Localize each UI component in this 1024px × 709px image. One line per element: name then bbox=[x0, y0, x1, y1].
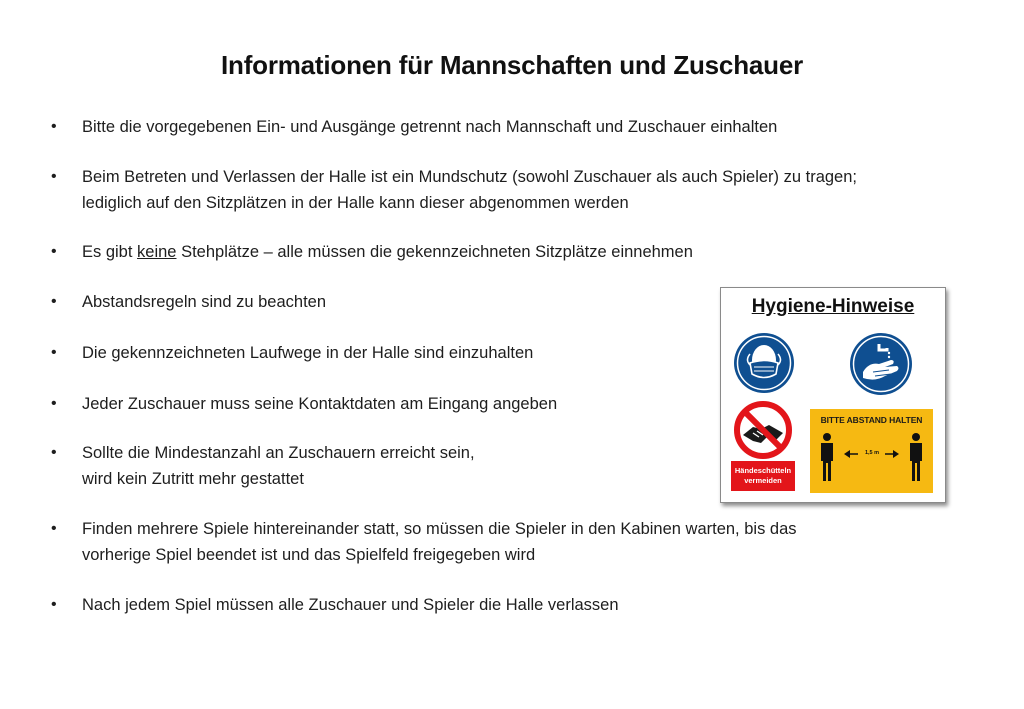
page-title: Informationen für Mannschaften und Zuschauer bbox=[220, 50, 803, 80]
bullet-item bbox=[82, 592, 619, 618]
bullet-text-part: Es gibt bbox=[82, 243, 138, 261]
keep-distance-sign bbox=[810, 409, 933, 493]
bullet-text: • Die gekennzeichneten Laufwege in der Halle sind einzuhalten bbox=[82, 344, 534, 362]
bullet-text: lediglich auf den Sitzplätzen in der Halle kann dieser abgenommen werden bbox=[82, 194, 629, 212]
bullet-text: • Jeder Zuschauer muss seine Kontaktdaten am Eingang angeben bbox=[82, 395, 558, 413]
bullet-item bbox=[82, 440, 475, 492]
bullet-text: • Finden mehrere Spiele hintereinander statt, so müssen die Spieler in den Kabinen warten, bis das bbox=[82, 520, 797, 538]
bullet-text: • Beim Betreten und Verlassen der Halle ist ein Mundschutz (sowohl Zuschauer als auch Spieler) zu tragen; bbox=[82, 168, 857, 186]
bullet-text: • Sollte die Mindestanzahl an Zuschauern erreicht sein, bbox=[82, 444, 475, 462]
bullet-item bbox=[82, 340, 533, 366]
bullet-item bbox=[82, 239, 693, 265]
bullet-text: • Abstandsregeln sind zu beachten bbox=[82, 293, 327, 311]
bullet-item bbox=[82, 114, 777, 140]
bullet-text bbox=[82, 239, 693, 265]
no-handshake-label-line: Händeschütteln bbox=[734, 466, 792, 475]
no-handshake-sign bbox=[731, 401, 795, 493]
bullet-item bbox=[82, 289, 326, 315]
distance-label: 1,5 m bbox=[864, 450, 880, 456]
underlined-word: keine bbox=[137, 243, 177, 261]
bullet-text: wird kein Zutritt mehr gestattet bbox=[82, 470, 304, 488]
bullet-item bbox=[82, 391, 557, 417]
no-handshake-label bbox=[731, 461, 795, 491]
hygiene-poster bbox=[720, 287, 946, 503]
bullet-text: • Bitte die vorgegebenen Ein- und Ausgänge getrennt nach Mannschaft und Zuschauer einhalten bbox=[82, 118, 778, 136]
no-handshake-label-line: vermeiden bbox=[744, 476, 782, 485]
keep-distance-text: BITTE ABSTAND HALTEN bbox=[820, 415, 923, 425]
mask-icon bbox=[733, 332, 795, 394]
bullet-text: • Nach jedem Spiel müssen alle Zuschauer und Spieler die Halle verlassen bbox=[82, 596, 619, 614]
hygiene-title: Hygiene-Hinweise bbox=[751, 296, 915, 317]
handwash-icon bbox=[849, 332, 913, 396]
bullet-text-part: Stehplätze – alle müssen die gekennzeichneten Sitzplätze einnehmen bbox=[176, 243, 693, 261]
bullet-item bbox=[82, 164, 857, 216]
bullet-item bbox=[82, 516, 797, 568]
no-handshake-icon bbox=[731, 401, 795, 459]
bullet-text: vorherige Spiel beendet ist und das Spielfeld freigegeben wird bbox=[82, 546, 536, 564]
